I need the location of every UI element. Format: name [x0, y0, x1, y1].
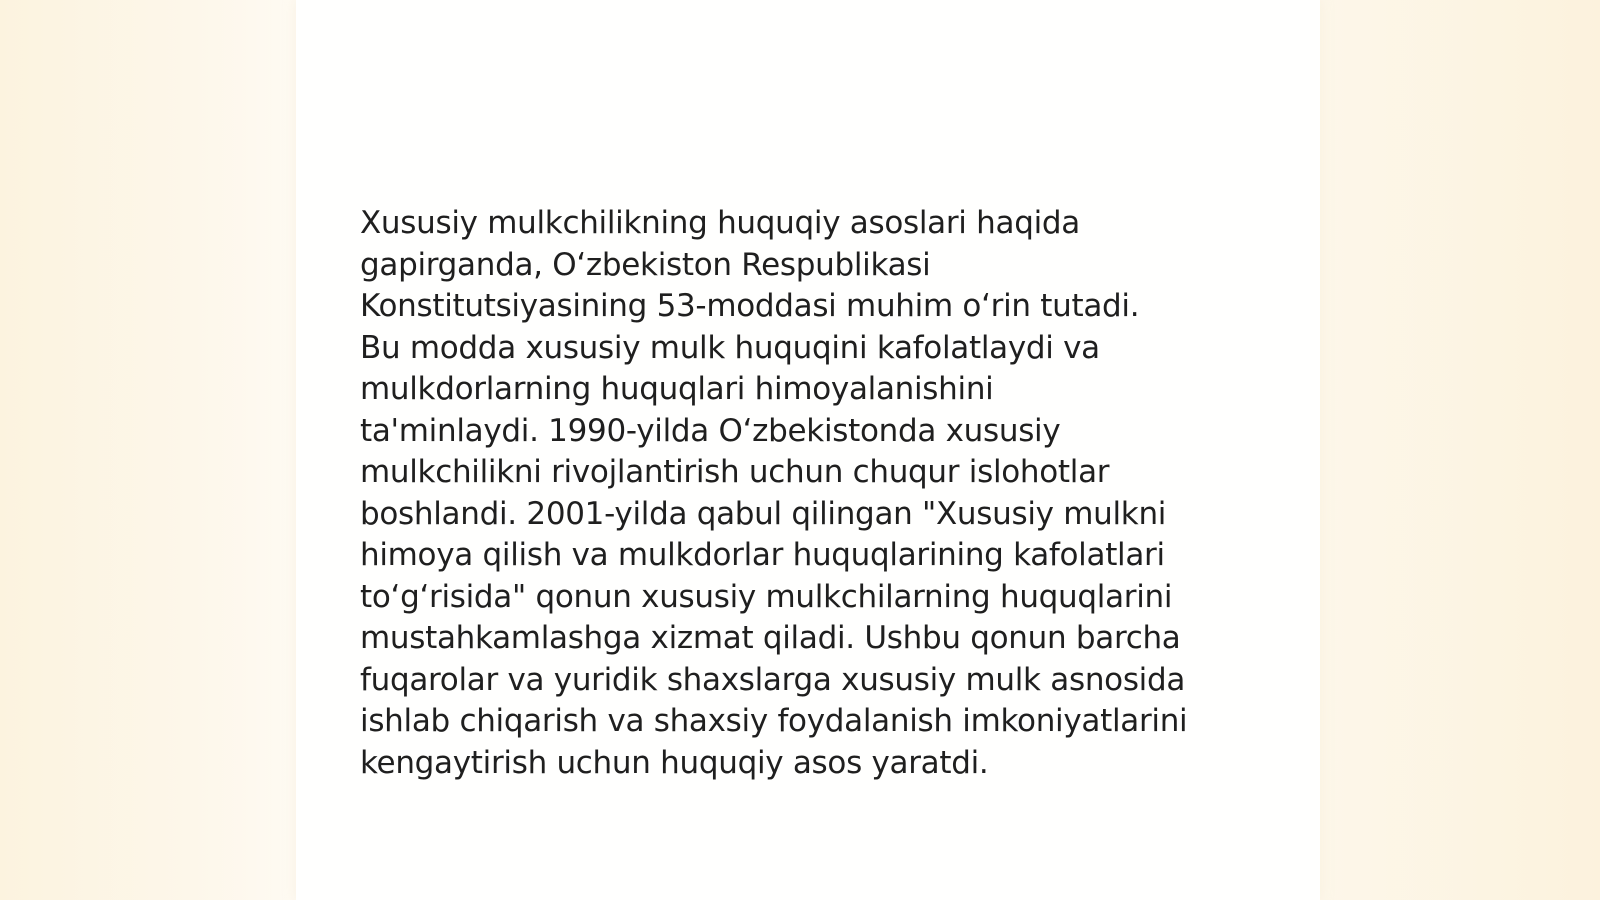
slide-canvas — [296, 0, 1320, 900]
slide-body-text: Xususiy mulkchilikning huquqiy asoslari haqida gapirganda, O‘zbekiston Respublikasi Konstitutsiyasining 53-moddasi muhim o‘rin tutadi. Bu modda xususiy mulk huquqini kafolatlaydi va mulkdorlarning huquqlari himoyalanishini ta'minlaydi. 1990-yilda O‘zbekistonda xususiy mulkchilikni rivojlantirish uchun chuqur islohotlar boshlandi. 2001-yilda qabul qilingan "Xususiy mulkni himoya qilish va mulkdorlar huquqlarining kafolatlari to‘g‘risida" qonun xususiy mulkchilarning huquqlarini mustahkamlashga xizmat qiladi. Ushbu qonun barcha fuqarolar va yuridik shaxslarga xususiy mulk asnosida ishlab chiqarish va shaxsiy foydalanish imkoniyatlarini kengaytirish uchun huquqiy asos yaratdi. — [360, 205, 1188, 781]
